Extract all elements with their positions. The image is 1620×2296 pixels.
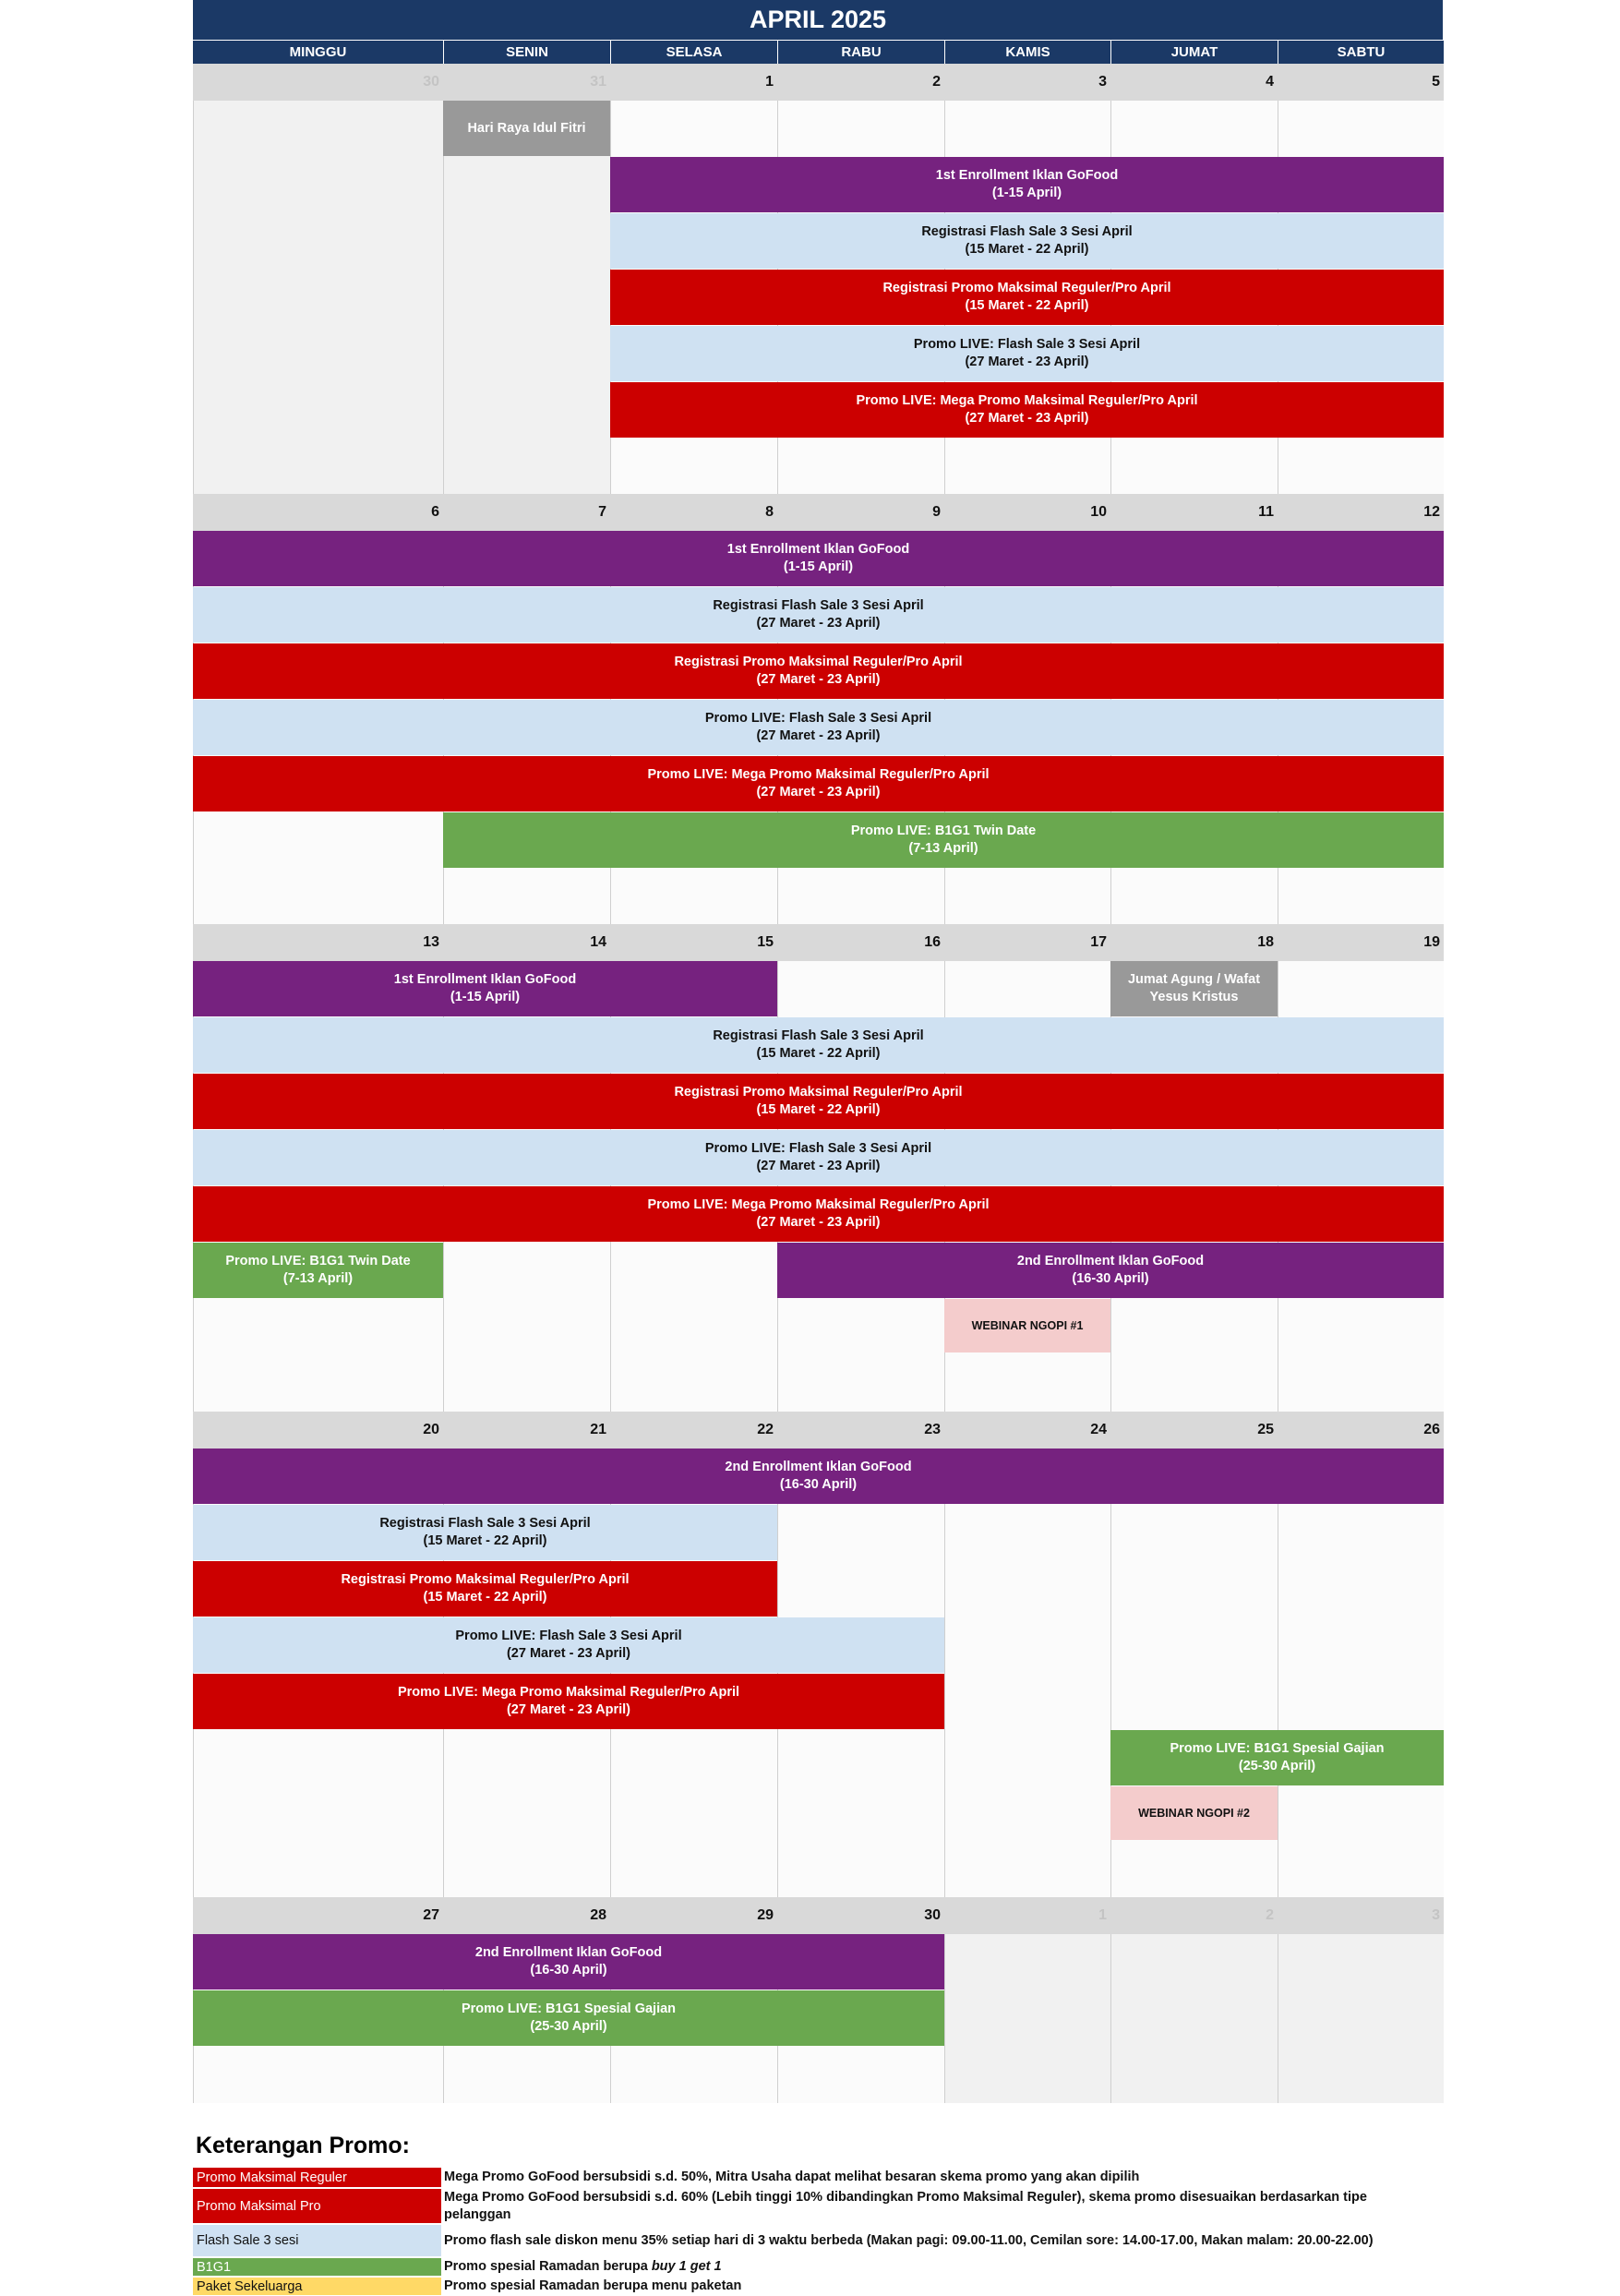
event-label: [341, 1571, 629, 1606]
day-of-week-header: SENIN: [443, 41, 610, 64]
date-number: 31: [590, 74, 606, 90]
legend-description: [444, 2225, 1395, 2257]
event-label-line: (15 Maret - 22 April): [965, 298, 1089, 313]
date-number: 29: [757, 1907, 774, 1923]
event-label-line: Registrasi Flash Sale 3 Sesi April: [713, 1028, 924, 1043]
legend-description: [444, 2167, 1395, 2187]
event-label-line: Promo LIVE: Flash Sale 3 Sesi April: [913, 337, 1141, 352]
event-bar[interactable]: [193, 1505, 777, 1560]
date-number: 20: [423, 1422, 439, 1437]
event-label-line: (27 Maret - 23 April): [756, 728, 881, 743]
day-of-week-header: SELASA: [610, 41, 777, 64]
event-bar[interactable]: [1110, 1730, 1444, 1785]
legend-description: [444, 2189, 1395, 2224]
legend-description-text: Mega Promo GoFood bersubsidi s.d. 60% (Lebih tinggi 10% dibandingkan Promo Maksimal Reguler), skema promo disesuaikan berdasarkan tipe pelanggan: [444, 2190, 1367, 2222]
event-label: [225, 1253, 410, 1288]
event-bar[interactable]: [610, 157, 1444, 212]
event-label-line: (15 Maret - 22 April): [756, 1046, 881, 1061]
date-number: 24: [1090, 1422, 1107, 1437]
event-label: [713, 597, 923, 632]
date-number: 15: [757, 934, 774, 950]
event-bar[interactable]: [193, 961, 777, 1016]
date-number: 3: [1098, 74, 1107, 90]
date-number: 13: [423, 934, 439, 950]
event-label: [856, 392, 1197, 427]
event-bar[interactable]: [193, 1617, 944, 1673]
event-label: [936, 167, 1118, 202]
event-bar[interactable]: [193, 1074, 1444, 1129]
event-label-line: Registrasi Promo Maksimal Reguler/Pro April: [674, 1085, 963, 1100]
event-label-line: Promo LIVE: Mega Promo Maksimal Reguler/Pro April: [647, 1197, 990, 1212]
event-label-line: (27 Maret - 23 April): [506, 1646, 630, 1661]
date-number: 23: [924, 1422, 941, 1437]
event-label: [674, 654, 962, 689]
date-number: 16: [924, 934, 941, 950]
event-bar[interactable]: [610, 213, 1444, 269]
date-number: 14: [590, 934, 606, 950]
date-number: 22: [757, 1422, 774, 1437]
event-label-line: Promo LIVE: B1G1 Spesial Gajian: [1170, 1741, 1385, 1756]
day-cell[interactable]: [777, 1449, 944, 1897]
day-of-week-header: SABTU: [1278, 41, 1444, 64]
event-label-line: (16-30 April): [530, 1963, 607, 1977]
event-label: [1017, 1253, 1204, 1288]
event-label: [379, 1515, 590, 1550]
day-cell[interactable]: [443, 101, 610, 494]
event-bar[interactable]: [610, 382, 1444, 438]
event-label-line: Promo LIVE: Mega Promo Maksimal Reguler/Pro April: [397, 1685, 740, 1700]
event-bar[interactable]: [193, 531, 1444, 586]
legend-title: Keterangan Promo:: [196, 2133, 410, 2158]
event-label: [705, 1140, 931, 1175]
event-label-line: 2nd Enrollment Iklan GoFood: [1016, 1254, 1205, 1268]
event-label: [713, 1028, 923, 1063]
event-label-line: (15 Maret - 22 April): [965, 242, 1089, 257]
date-number: 7: [598, 504, 606, 520]
event-label-line: WEBINAR NGOPI #1: [971, 1318, 1084, 1332]
event-label: [914, 336, 1140, 371]
event-label: [972, 1317, 1084, 1335]
event-bar[interactable]: [193, 1674, 944, 1729]
day-cell[interactable]: [1110, 1934, 1278, 2103]
day-of-week-header: KAMIS: [944, 41, 1110, 64]
event-label-line: 1st Enrollment Iklan GoFood: [393, 972, 577, 987]
event-label-line: Registrasi Promo Maksimal Reguler/Pro April: [674, 655, 963, 669]
event-label: [674, 1084, 962, 1119]
event-label-line: (27 Maret - 23 April): [965, 411, 1089, 426]
date-number: 21: [590, 1422, 606, 1437]
date-number: 25: [1257, 1422, 1274, 1437]
event-label-line: (16-30 April): [1072, 1271, 1149, 1286]
event-bar[interactable]: [1110, 1786, 1278, 1840]
calendar-title: APRIL 2025: [193, 0, 1443, 40]
event-label-line: 2nd Enrollment Iklan GoFood: [474, 1945, 663, 1960]
event-label: [882, 280, 1170, 315]
event-label-line: (25-30 April): [530, 2019, 607, 2034]
event-bar[interactable]: [193, 756, 1444, 811]
event-label-line: (15 Maret - 22 April): [423, 1533, 547, 1548]
event-label-line: Promo LIVE: Mega Promo Maksimal Reguler/Pro April: [647, 767, 990, 782]
date-number: 1: [765, 74, 774, 90]
date-number: 3: [1432, 1907, 1440, 1923]
day-cell[interactable]: [944, 1449, 1110, 1897]
event-label-line: Jumat Agung / Wafat: [1127, 972, 1261, 987]
event-label-line: Promo LIVE: B1G1 Twin Date: [225, 1254, 411, 1268]
date-number: 19: [1423, 934, 1440, 950]
event-label-line: (7-13 April): [282, 1271, 354, 1286]
event-label: [851, 823, 1036, 858]
event-bar[interactable]: [193, 1017, 1444, 1073]
date-number: 27: [423, 1907, 439, 1923]
event-bar[interactable]: [193, 1561, 777, 1617]
date-number: 2: [932, 74, 941, 90]
event-label: [462, 2001, 676, 2036]
day-of-week-header: MINGGU: [193, 41, 443, 64]
event-label-line: (27 Maret - 23 April): [756, 1159, 881, 1173]
legend-label: Promo Maksimal Pro: [193, 2189, 441, 2224]
event-label: [398, 1684, 739, 1719]
event-label-line: (27 Maret - 23 April): [756, 1215, 881, 1230]
event-label-line: (27 Maret - 23 April): [756, 616, 881, 631]
event-label: [467, 120, 585, 138]
event-label: [394, 971, 576, 1006]
date-number: 9: [932, 504, 941, 520]
event-bar[interactable]: [193, 643, 1444, 699]
legend-description-text: [444, 2258, 722, 2276]
legend-description: [444, 2257, 1395, 2276]
event-label-line: Promo LIVE: B1G1 Twin Date: [850, 823, 1037, 838]
date-number: 4: [1266, 74, 1274, 90]
event-label-line: (1-15 April): [783, 559, 854, 574]
legend-description-text: Promo spesial Ramadan berupa menu paketan: [444, 2278, 742, 2293]
date-number: 11: [1258, 504, 1274, 520]
event-label-line: Hari Raya Idul Fitri: [467, 120, 586, 136]
event-label: [1128, 971, 1260, 1006]
event-label-line: WEBINAR NGOPI #2: [1138, 1806, 1250, 1820]
event-label-line: (15 Maret - 22 April): [423, 1590, 547, 1605]
legend-description-text-part: Promo spesial Ramadan berupa: [444, 2258, 652, 2274]
event-label-line: Promo LIVE: B1G1 Spesial Gajian: [461, 2001, 677, 2016]
event-label-line: 1st Enrollment Iklan GoFood: [726, 542, 910, 557]
date-number: 30: [423, 74, 439, 90]
date-number: 10: [1090, 504, 1107, 520]
event-label-line: Registrasi Flash Sale 3 Sesi April: [713, 598, 924, 613]
day-cell[interactable]: [1278, 1934, 1444, 2103]
event-label-line: (15 Maret - 22 April): [756, 1102, 881, 1117]
legend-description: [444, 2277, 1395, 2295]
event-label: [455, 1628, 681, 1663]
event-label-line: (16-30 April): [779, 1477, 858, 1492]
event-bar[interactable]: [193, 1243, 443, 1298]
date-number: 6: [431, 504, 439, 520]
event-label: [1170, 1740, 1384, 1775]
event-bar[interactable]: [193, 700, 1444, 755]
day-of-week-header: JUMAT: [1110, 41, 1278, 64]
legend-label: Flash Sale 3 sesi: [193, 2225, 441, 2257]
day-cell[interactable]: [944, 1934, 1110, 2103]
date-number: 2: [1266, 1907, 1274, 1923]
event-label-line: 1st Enrollment Iklan GoFood: [935, 168, 1119, 183]
event-label-line: (1-15 April): [991, 186, 1062, 200]
legend-label: Paket Sekeluarga: [193, 2278, 441, 2296]
date-number: 1: [1098, 1907, 1107, 1923]
day-cell[interactable]: [193, 101, 443, 494]
date-number: 30: [924, 1907, 941, 1923]
event-bar[interactable]: [944, 1299, 1110, 1352]
event-bar[interactable]: [777, 1243, 1444, 1298]
event-bar[interactable]: [193, 1130, 1444, 1185]
event-bar[interactable]: [193, 1934, 944, 1989]
legend-label: Promo Maksimal Reguler: [193, 2168, 441, 2188]
legend-description-text: Mega Promo GoFood bersubsidi s.d. 50%, Mitra Usaha dapat melihat besaran skema promo yang akan dipilih: [444, 2169, 1140, 2184]
event-bar[interactable]: [1110, 961, 1278, 1016]
date-number: 26: [1423, 1422, 1440, 1437]
event-label-line: Registrasi Promo Maksimal Reguler/Pro April: [341, 1572, 630, 1587]
event-bar[interactable]: [193, 1449, 1444, 1504]
event-label-line: Yesus Kristus: [1149, 990, 1239, 1004]
event-bar[interactable]: [443, 812, 1444, 868]
event-bar[interactable]: [610, 326, 1444, 381]
event-label-line: (1-15 April): [450, 990, 521, 1004]
event-label-line: Registrasi Flash Sale 3 Sesi April: [921, 224, 1133, 239]
event-label-line: Promo LIVE: Flash Sale 3 Sesi April: [704, 711, 932, 726]
legend-label: B1G1: [193, 2258, 441, 2277]
event-label-line: (27 Maret - 23 April): [965, 355, 1089, 369]
date-number: 8: [765, 504, 774, 520]
event-label-line: Registrasi Promo Maksimal Reguler/Pro April: [882, 281, 1171, 295]
event-label-line: (7-13 April): [908, 841, 978, 856]
event-label-line: (27 Maret - 23 April): [756, 785, 881, 799]
event-bar[interactable]: [443, 101, 610, 156]
event-label: [921, 223, 1132, 258]
event-label-line: 2nd Enrollment Iklan GoFood: [725, 1460, 912, 1474]
event-label: [475, 1944, 662, 1979]
event-label: [647, 766, 989, 801]
event-bar[interactable]: [193, 587, 1444, 643]
event-label: [1138, 1805, 1250, 1822]
date-number: 17: [1090, 934, 1107, 950]
date-number: 12: [1423, 504, 1440, 520]
event-bar[interactable]: [610, 270, 1444, 325]
event-label-line: (27 Maret - 23 April): [506, 1702, 630, 1717]
event-label-line: Registrasi Flash Sale 3 Sesi April: [379, 1516, 591, 1531]
event-label: [705, 710, 931, 745]
event-label: [725, 1459, 911, 1494]
event-label: [727, 541, 909, 576]
event-bar[interactable]: [193, 1186, 1444, 1242]
event-label-line: Promo LIVE: Flash Sale 3 Sesi April: [455, 1629, 682, 1643]
date-number: 18: [1257, 934, 1274, 950]
event-label-line: (25-30 April): [1238, 1759, 1316, 1773]
legend-description-emphasis: buy 1 get 1: [651, 2258, 722, 2274]
legend-description-text: Promo flash sale diskon menu 35% setiap hari di 3 waktu berbeda (Makan pagi: 09.00-11.00, Cemilan sore: 14.00-17.00, Makan malam: 20.00-22.00): [444, 2233, 1374, 2248]
date-number: 5: [1432, 74, 1440, 90]
date-number: 28: [590, 1907, 606, 1923]
event-label-line: Promo LIVE: Mega Promo Maksimal Reguler/Pro April: [856, 393, 1198, 408]
event-label-line: (27 Maret - 23 April): [756, 672, 881, 687]
day-of-week-header: RABU: [777, 41, 944, 64]
event-bar[interactable]: [193, 1990, 944, 2046]
event-label-line: Promo LIVE: Flash Sale 3 Sesi April: [704, 1141, 932, 1156]
event-label: [647, 1196, 989, 1232]
day-cell[interactable]: [1278, 1449, 1444, 1897]
